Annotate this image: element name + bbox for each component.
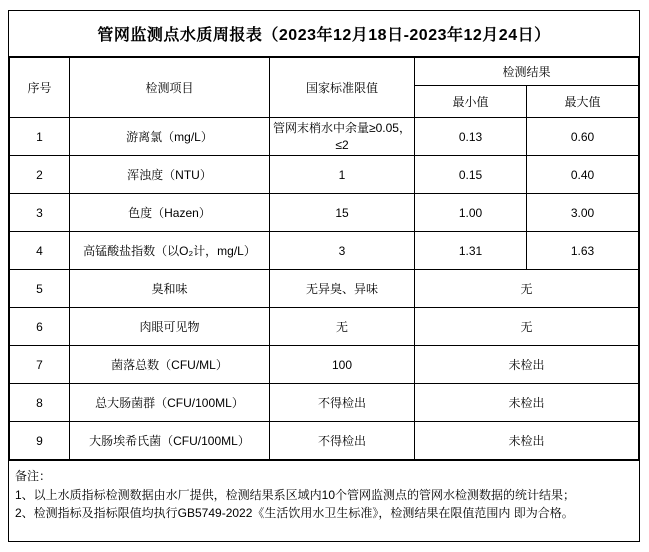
cell-min: 0.15: [415, 156, 527, 194]
table-row: [10, 118, 639, 156]
cell-standard: 管网末梢水中余量≥0.05，≤2: [270, 118, 415, 156]
cell-seq: 6: [10, 308, 70, 346]
page-title: 管网监测点水质周报表（2023年12月18日-2023年12月24日）: [97, 27, 551, 44]
cell-min: 1.31: [415, 232, 527, 270]
cell-seq: 1: [10, 118, 70, 156]
table-row: [10, 308, 639, 346]
header-result-group: 检测结果: [415, 58, 639, 86]
report-table-wrapper: [9, 57, 639, 460]
header-item: 检测项目: [70, 58, 270, 118]
table-row: [10, 346, 639, 384]
cell-seq: 2: [10, 156, 70, 194]
table-row: [10, 194, 639, 232]
cell-item: 菌落总数（CFU/ML）: [70, 346, 270, 384]
cell-standard: 3: [270, 232, 415, 270]
cell-result: 未检出: [415, 384, 639, 422]
cell-standard: 无异臭、异味: [270, 270, 415, 308]
cell-item: 总大肠菌群（CFU/100ML）: [70, 384, 270, 422]
header-min: 最小值: [415, 86, 527, 118]
cell-result: 无: [415, 270, 639, 308]
cell-standard: 不得检出: [270, 422, 415, 460]
cell-item: 大肠埃希氏菌（CFU/100ML）: [70, 422, 270, 460]
cell-result: 未检出: [415, 346, 639, 384]
cell-max: 0.40: [527, 156, 639, 194]
cell-min: 0.13: [415, 118, 527, 156]
cell-item: 高锰酸盐指数（以O₂计，mg/L）: [70, 232, 270, 270]
cell-max: 1.63: [527, 232, 639, 270]
table-header-row-1: [10, 58, 639, 86]
cell-item: 臭和味: [70, 270, 270, 308]
cell-seq: 5: [10, 270, 70, 308]
cell-max: 0.60: [527, 118, 639, 156]
cell-seq: 4: [10, 232, 70, 270]
cell-standard: 1: [270, 156, 415, 194]
report-frame: [8, 10, 640, 542]
cell-item: 游离氯（mg/L）: [70, 118, 270, 156]
notes-section: [9, 460, 639, 541]
header-max: 最大值: [527, 86, 639, 118]
header-seq: 序号: [10, 58, 70, 118]
cell-result: 未检出: [415, 422, 639, 460]
cell-standard: 不得检出: [270, 384, 415, 422]
header-standard: 国家标准限值: [270, 58, 415, 118]
notes-line-1: 1、以上水质指标检测数据由水厂提供，检测结果系区域内10个管网监测点的管网水检测数据的统计结果；: [15, 487, 576, 502]
cell-item: 色度（Hazen）: [70, 194, 270, 232]
report-title-bar: [9, 11, 639, 57]
table-row: [10, 156, 639, 194]
cell-result: 无: [415, 308, 639, 346]
cell-max: 3.00: [527, 194, 639, 232]
notes-line-2: 2、检测指标及指标限值均执行GB5749-2022《生活饮用水卫生标准》，检测结果在限值范围内 即为合格。: [15, 506, 574, 521]
table-row: [10, 384, 639, 422]
cell-seq: 7: [10, 346, 70, 384]
cell-min: 1.00: [415, 194, 527, 232]
cell-item: 浑浊度（NTU）: [70, 156, 270, 194]
cell-standard: 无: [270, 308, 415, 346]
cell-standard: 100: [270, 346, 415, 384]
cell-standard: 15: [270, 194, 415, 232]
water-quality-table: [9, 57, 639, 460]
cell-seq: 9: [10, 422, 70, 460]
notes-label: 备注：: [15, 469, 52, 483]
cell-seq: 3: [10, 194, 70, 232]
cell-item: 肉眼可见物: [70, 308, 270, 346]
cell-seq: 8: [10, 384, 70, 422]
table-row: [10, 422, 639, 460]
table-row: [10, 270, 639, 308]
table-row: [10, 232, 639, 270]
